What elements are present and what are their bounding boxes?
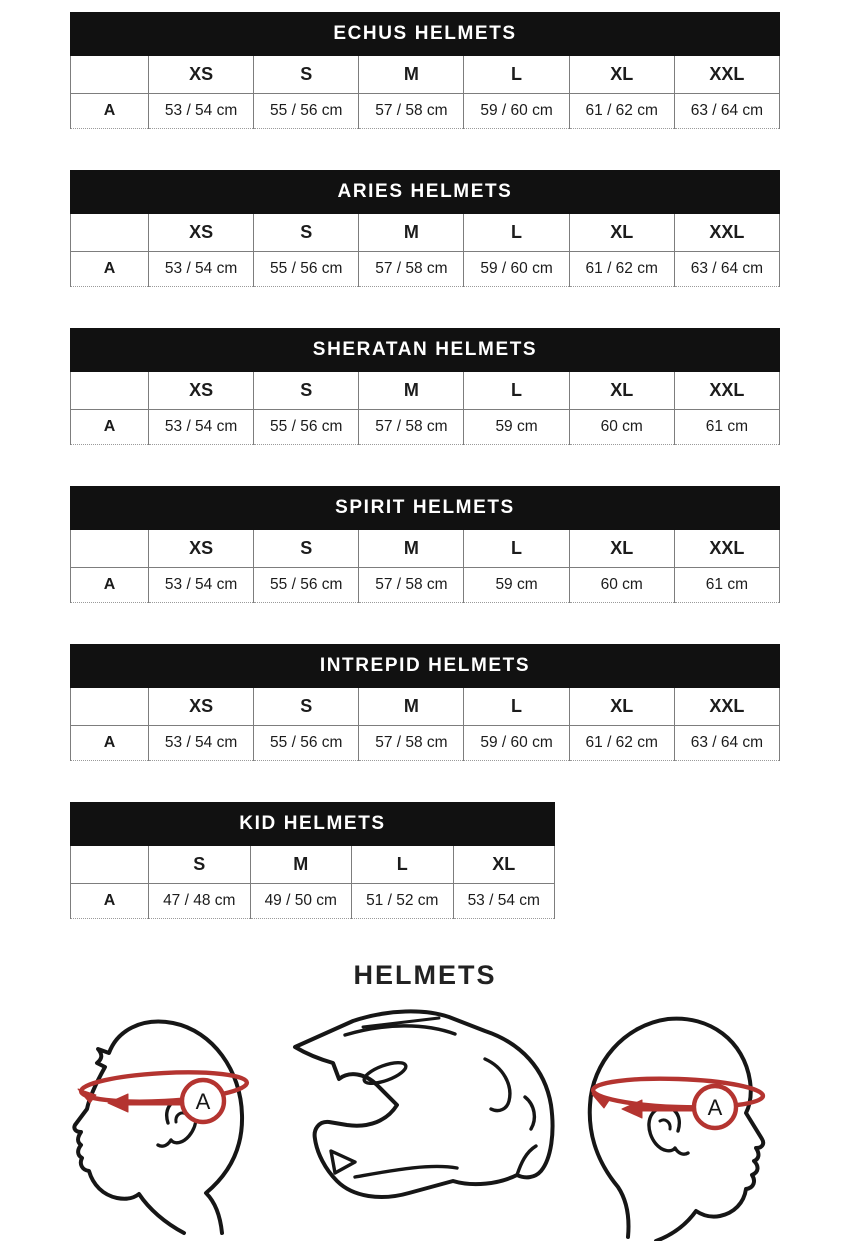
measurement-row (71, 884, 555, 919)
measure-row-label: A (71, 94, 149, 129)
table-title-row (71, 645, 780, 688)
size-header-row (71, 56, 780, 94)
size-value: 53 / 54 cm (149, 726, 254, 761)
size-value: 51 / 52 cm (352, 884, 454, 919)
size-value: 55 / 56 cm (254, 568, 359, 603)
corner-cell (71, 846, 149, 884)
size-header: XXL (674, 56, 779, 94)
size-header: XL (569, 530, 674, 568)
size-header: S (254, 372, 359, 410)
size-header: L (464, 530, 569, 568)
size-header: M (250, 846, 352, 884)
size-value: 55 / 56 cm (254, 252, 359, 287)
size-header: XXL (674, 688, 779, 726)
size-value: 61 / 62 cm (569, 94, 674, 129)
size-value: 59 / 60 cm (464, 94, 569, 129)
size-header: XS (149, 372, 254, 410)
corner-cell (71, 688, 149, 726)
measure-row-label: A (71, 410, 149, 445)
size-value: 59 cm (464, 410, 569, 445)
size-header: XXL (674, 372, 779, 410)
size-value: 60 cm (569, 410, 674, 445)
size-value: 61 / 62 cm (569, 252, 674, 287)
table-title: ARIES HELMETS (71, 171, 780, 214)
size-header: L (464, 56, 569, 94)
size-table-intrepid (70, 644, 780, 761)
size-value: 59 cm (464, 568, 569, 603)
size-header-row (71, 214, 780, 252)
size-value: 55 / 56 cm (254, 410, 359, 445)
size-value: 57 / 58 cm (359, 252, 464, 287)
size-value: 60 cm (569, 568, 674, 603)
size-header: XL (569, 214, 674, 252)
size-value: 55 / 56 cm (254, 94, 359, 129)
size-header: M (359, 56, 464, 94)
size-value: 53 / 54 cm (149, 568, 254, 603)
size-header: XXL (674, 214, 779, 252)
size-header: XL (453, 846, 555, 884)
size-header: XS (149, 688, 254, 726)
size-value: 53 / 54 cm (149, 94, 254, 129)
corner-cell (71, 530, 149, 568)
measure-arrowhead (108, 1094, 128, 1112)
size-header: M (359, 688, 464, 726)
size-header: XS (149, 214, 254, 252)
motocross-helmet-illustration (289, 1001, 557, 1216)
size-value: 53 / 54 cm (149, 410, 254, 445)
size-value: 63 / 64 cm (674, 252, 779, 287)
measure-row-label: A (71, 252, 149, 287)
size-value: 57 / 58 cm (359, 94, 464, 129)
ear-inner-line (660, 1120, 670, 1129)
size-table-spirit (70, 486, 780, 603)
size-table-echus (70, 12, 780, 129)
measurement-row (71, 568, 780, 603)
measure-label: A (707, 1095, 723, 1120)
size-header: S (149, 846, 251, 884)
size-value: 57 / 58 cm (359, 568, 464, 603)
corner-cell (71, 214, 149, 252)
size-header: M (359, 214, 464, 252)
measurement-row (71, 726, 780, 761)
size-table-kid (70, 802, 555, 919)
size-table-sheratan (70, 328, 780, 445)
size-header: S (254, 56, 359, 94)
size-value: 63 / 64 cm (674, 94, 779, 129)
size-value: 59 / 60 cm (464, 252, 569, 287)
size-value: 53 / 54 cm (453, 884, 555, 919)
size-value: 63 / 64 cm (674, 726, 779, 761)
head-profile-right-illustration (580, 1001, 780, 1241)
size-value: 61 / 62 cm (569, 726, 674, 761)
size-value: 57 / 58 cm (359, 410, 464, 445)
corner-cell (71, 56, 149, 94)
table-title: KID HELMETS (71, 803, 555, 846)
measurement-row (71, 252, 780, 287)
measurement-row (71, 410, 780, 445)
size-value: 55 / 56 cm (254, 726, 359, 761)
corner-cell (71, 372, 149, 410)
size-header: XS (149, 530, 254, 568)
size-value: 49 / 50 cm (250, 884, 352, 919)
table-title-row (71, 803, 555, 846)
size-header: L (352, 846, 454, 884)
size-value: 57 / 58 cm (359, 726, 464, 761)
head-outline (74, 1022, 242, 1233)
measurement-diagram (70, 1001, 780, 1241)
head-profile-left-illustration (70, 1001, 266, 1239)
table-title-row (71, 329, 780, 372)
size-header-row (71, 530, 780, 568)
size-header: S (254, 214, 359, 252)
size-value: 53 / 54 cm (149, 252, 254, 287)
size-header-row (71, 372, 780, 410)
size-value: 61 cm (674, 568, 779, 603)
size-header: S (254, 688, 359, 726)
table-title: ECHUS HELMETS (71, 13, 780, 56)
size-header: M (359, 372, 464, 410)
head-outline (590, 1019, 763, 1241)
size-header: XXL (674, 530, 779, 568)
size-header: L (464, 688, 569, 726)
size-header-row (71, 846, 555, 884)
size-header: XS (149, 56, 254, 94)
diagram-heading: HELMETS (353, 960, 497, 990)
size-value: 47 / 48 cm (149, 884, 251, 919)
table-title-row (71, 13, 780, 56)
size-header: XL (569, 56, 674, 94)
measure-row-label: A (71, 568, 149, 603)
size-value: 59 / 60 cm (464, 726, 569, 761)
size-value: 61 cm (674, 410, 779, 445)
size-header: L (464, 214, 569, 252)
size-header: L (464, 372, 569, 410)
ear-outline (649, 1107, 688, 1154)
measure-row-label: A (71, 726, 149, 761)
measurement-row (71, 94, 780, 129)
table-title: SPIRIT HELMETS (71, 487, 780, 530)
table-title-row (71, 171, 780, 214)
size-header: S (254, 530, 359, 568)
size-header: XL (569, 372, 674, 410)
size-header: M (359, 530, 464, 568)
measure-row-label: A (71, 884, 149, 919)
size-table-aries (70, 170, 780, 287)
table-title: SHERATAN HELMETS (71, 329, 780, 372)
table-title: INTREPID HELMETS (71, 645, 780, 688)
measure-label: A (195, 1089, 211, 1114)
size-header: XL (569, 688, 674, 726)
table-title-row (71, 487, 780, 530)
size-header-row (71, 688, 780, 726)
